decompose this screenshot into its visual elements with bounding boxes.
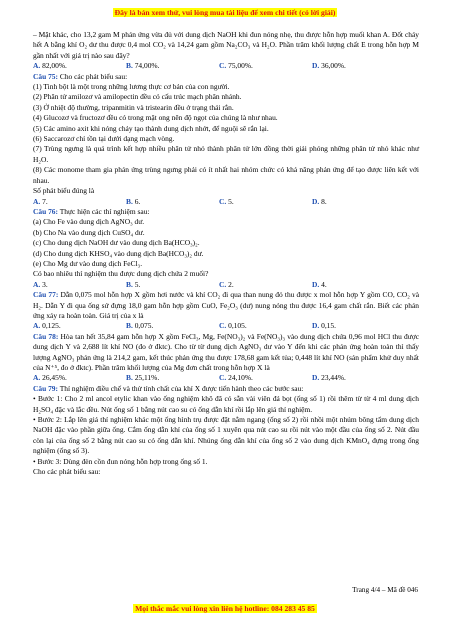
statement: (6) Saccarozơ chỉ tồn tại dưới dạng mạch vòng. [33, 134, 175, 144]
answer-option: C. 2. [219, 279, 234, 289]
answer-option: B. 6. [126, 196, 141, 206]
statement: (2) Phân tử amilozơ và amilopectin đều có cấu trúc mạch phân nhánh. [33, 92, 242, 102]
question-78 [33, 332, 419, 374]
options-77 [33, 321, 419, 331]
preview-banner [0, 8, 450, 17]
page-number: Trang 4/4 – Mã đề 046 [352, 586, 418, 594]
question-75 [33, 72, 419, 82]
answer-option: B. 74,00%. [126, 61, 160, 71]
answer-option: C. 24,10%. [219, 373, 253, 383]
question-label: Câu 79: [33, 383, 58, 393]
question-stem: Thực hiện các thí nghiệm sau: [59, 206, 150, 216]
answer-option: D. 8. [312, 196, 327, 206]
experiment: (c) Cho dung dịch NaOH dư vào dung dịch Ba(HCO₃)₂. [33, 238, 200, 248]
answer-option: A. 0,125. [33, 321, 61, 331]
answer-option: B. 25,11%. [126, 373, 160, 383]
question-stem: Cho các phát biểu sau: [59, 71, 128, 81]
statement: (5) Các amino axit khi nóng chảy tạo thành dung dịch nhớt, để nguội sẽ rắn lại. [33, 123, 269, 133]
answer-option: C. 5. [219, 196, 234, 206]
intro-paragraph: – Mặt khác, cho 13,2 gam M phản ứng vừa đủ với dung dịch NaOH khi đun nóng nhẹ, thu được hỗn hợp muối khan A. Đốt cháy hết A bằng khí O₂ dư thu được 0,4 mol CO₂ và 14,24 gam gồm Na₂CO₃ và H₂O. Phần trăm khối lượng chất E trong hỗn hợp M gần nhất với giá trị nào sau đây? [33, 30, 419, 60]
question-label: Câu 78: [33, 331, 59, 341]
procedure-step: • Bước 3: Dùng đèn cồn đun nóng hỗn hợp trong ống số 1. [33, 456, 208, 466]
answer-option: A. 26,45%. [33, 373, 67, 383]
hotline-banner [0, 604, 450, 613]
answer-option: B. 0,075. [126, 321, 154, 331]
answer-option: A. 3. [33, 279, 48, 289]
answer-option: D. 4. [312, 279, 327, 289]
question-stem: Thí nghiệm điều chế và thử tính chất của khí X được tiến hành theo các bước sau: [59, 383, 304, 393]
question-prompt: Có bao nhiêu thí nghiệm thu được dung dịch chứa 2 muối? [33, 269, 209, 279]
procedure-step: • Bước 1: Cho 2 ml ancol etylic khan vào ống nghiệm khô đã có sẵn vài viên đá bọt (ống số 1) rồi thêm từ từ 4 ml dung dịch H₂SO₄ đặc và lắc đều. Nút ống số 1 bằng nút cao su có ống dẫn khí rồi lắp lên giá thí nghiệm. [33, 394, 419, 414]
answer-option: C. 0,105. [219, 321, 247, 331]
question-label: Câu 76: [33, 206, 58, 216]
question-stem: Hòa tan hết 35,84 gam hỗn hợp X gồm FeCl₃, Mg, Fe(NO₃)₂ và Fe(NO₃)₃ vào dung dịch chứa 0,96 mol HCl thu được dung dịch Y và 2,688 lít khí NO (đo ở đktc). Cho từ từ dung dịch AgNO₃ dư vào Y đến khi các phản ứng hoàn toàn thì thấy lượng AgNO₃ phản ứng là 214,2 gam, kết thúc phản ứng thu được 178,68 gam kết tủa; 0,448 lít khí NO (sản phẩm khử duy nhất của N⁺⁵, đo ở đktc). Phần trăm khối lượng của Mg đơn chất trong hỗn hợp X là [33, 331, 420, 372]
answer-option: B. 5. [126, 279, 141, 289]
answer-option: D. 23,44%. [312, 373, 346, 383]
page-content [33, 30, 419, 477]
question-77 [33, 290, 419, 321]
question-76 [33, 207, 419, 217]
question-stem: Dẫn 0,075 mol hỗn hợp X gồm hơi nước và khí CO₂ đi qua than nung đỏ thu được x mol hỗn hợp Y gồm CO, CO₂ và H₂. Dẫn Y đi qua ống sứ đựng 18,0 gam hỗn hợp gồm CuO, Fe₂O₃ (dư) nung nóng thu được 16,4 gam chất rắn. Biết các phản ứng xảy ra hoàn toàn. Giá trị của x là [33, 290, 420, 320]
question-79 [33, 384, 419, 394]
statement: (3) Ở nhiệt độ thường, tripanmitin và tristearin đều ở trạng thái rắn. [33, 102, 234, 112]
statement: (1) Tinh bột là một trong những lương thực cơ bản của con người. [33, 82, 230, 92]
question-prompt: Số phát biểu đúng là [33, 186, 95, 196]
answer-option: D. 0,15. [312, 321, 336, 331]
experiment: (a) Cho Fe vào dung dịch AgNO₃ dư. [33, 217, 145, 227]
statement: (4) Glucozơ và fructozơ đều có trong mật ong nên độ ngọt của chúng là như nhau. [33, 113, 278, 123]
answer-option: A. 7. [33, 196, 48, 206]
question-label: Câu 75: [33, 71, 58, 81]
options-78 [33, 373, 419, 383]
procedure-step: • Bước 2: Lắp lên giá thí nghiệm khác một ống hình trụ được đặt nằm ngang (ống số 2) rồi nhồi một nhúm bông tẩm dung dịch NaOH đặc vào phần giữa ống. Cắm ống dẫn khí của ống số 1 xuyên qua nút cao su rồi nút vào một đầu của ống số 2. Nút đầu còn lại của ống số 2 bằng nút cao su có ống dẫn khí. Nhúng ống dẫn khí của ống số 2 vào dung dịch KMnO₄ đựng trong ống nghiệm (ống số 3). [33, 415, 419, 456]
question-label: Câu 77: [33, 290, 59, 300]
answer-option: A. 82,00%. [33, 61, 67, 71]
options-75 [33, 197, 419, 207]
statement: (8) Các monome tham gia phản ứng trùng ngưng phải có ít nhất hai nhóm chức có khả năng phản ứng để tạo được liên kết với nhau. [33, 165, 419, 185]
question-prompt: Cho các phát biểu sau: [33, 467, 101, 477]
experiment: (e) Cho Mg dư vào dung dịch FeCl₃. [33, 258, 143, 268]
answer-option: C. 75,00%. [219, 61, 253, 71]
answer-option: D. 36,00%. [312, 61, 346, 71]
experiment: (d) Cho dung dịch KHSO₄ vào dung dịch Ba(HCO₃)₂ dư. [33, 248, 204, 258]
options-76 [33, 280, 419, 290]
statement: (7) Trùng ngưng là quá trình kết hợp nhiều phân tử nhỏ thành phân tử lớn đồng thời giải phóng những phân tử nhỏ khác như H₂O. [33, 144, 419, 164]
hotline-banner-text: Mọi thắc mắc vui lòng xin liên hệ hotline: 084 283 45 85 [135, 604, 315, 613]
experiment: (b) Cho Na vào dung dịch CuSO₄ dư. [33, 227, 145, 237]
preview-banner-text: Đây là bản xem thử, vui lòng mua tài liệu để xem chi tiết (có lời giải) [114, 8, 336, 17]
intro-options [33, 61, 419, 71]
